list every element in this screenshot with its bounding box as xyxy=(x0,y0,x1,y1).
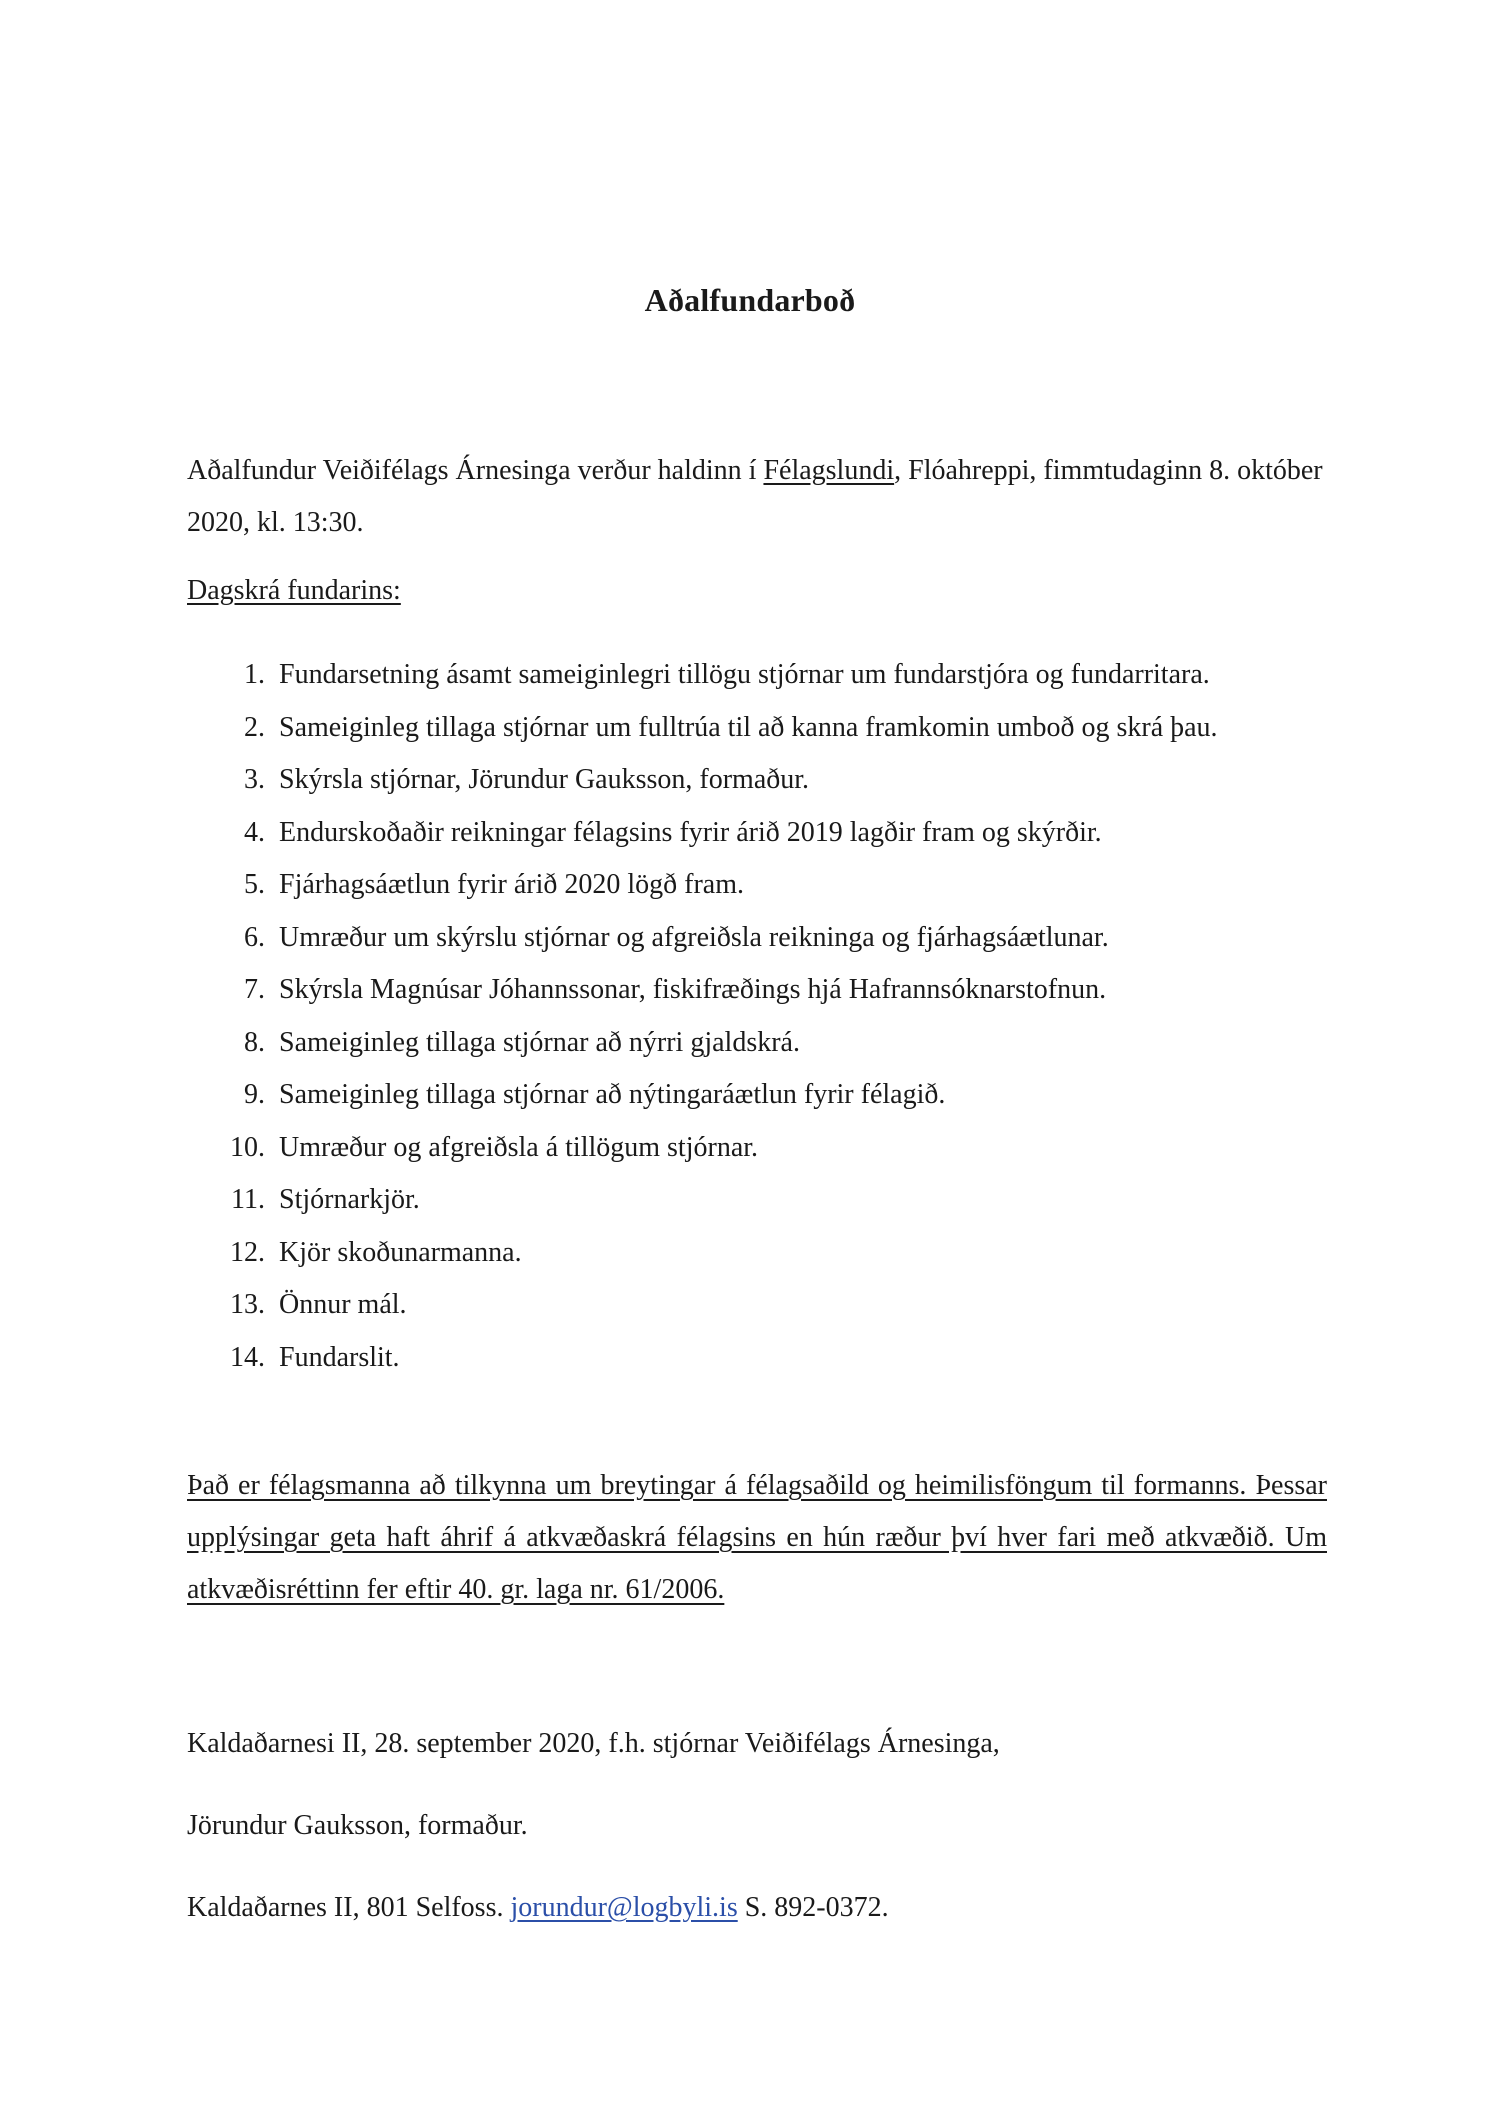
agenda-item-number: 5. xyxy=(244,869,265,900)
agenda-item xyxy=(187,813,1337,866)
signature-address: Kaldaðarnes II, 801 Selfoss. xyxy=(187,1892,504,1923)
agenda-item-text: Endurskoðaðir reikningar félagsins fyrir árið 2019 lagðir fram og skýrðir. xyxy=(279,816,1102,848)
agenda-item-text: Sameiginleg tillaga stjórnar að nýrri gjaldskrá. xyxy=(279,1026,800,1058)
agenda-item xyxy=(187,655,1337,708)
agenda-item-text: Skýrsla Magnúsar Jóhannssonar, fiskifræðings hjá Hafrannsóknarstofnun. xyxy=(279,974,1107,1005)
agenda-item xyxy=(187,1128,1337,1181)
agenda-item xyxy=(187,1075,1337,1128)
agenda-item xyxy=(187,1023,1337,1076)
agenda-heading: Dagskrá fundarins: xyxy=(187,575,401,606)
agenda-item xyxy=(187,970,1337,1023)
agenda-item-number: 8. xyxy=(244,1026,265,1058)
agenda-item-number: 13. xyxy=(230,1289,265,1320)
email-link[interactable]: jorundur@logbyli.is xyxy=(510,1892,738,1923)
agenda-item-text: Skýrsla stjórnar, Jörundur Gauksson, formaður. xyxy=(279,764,810,795)
signature-place-date: Kaldaðarnesi II, 28. september 2020, f.h. stjórnar Veiðifélags Árnesinga, xyxy=(187,1728,1000,1759)
agenda-item-number: 10. xyxy=(230,1131,265,1163)
agenda-item-text: Önnur mál. xyxy=(279,1289,407,1320)
agenda-item xyxy=(187,708,1337,761)
agenda-item-number: 2. xyxy=(244,711,265,743)
agenda-item-number: 9. xyxy=(244,1079,265,1110)
agenda-item-text: Sameiginleg tillaga stjórnar um fulltrúa til að kanna framkomin umboð og skrá þau. xyxy=(279,711,1218,743)
agenda-item-number: 4. xyxy=(244,816,265,848)
signature-name: Jörundur Gauksson, formaður. xyxy=(187,1810,528,1841)
agenda-item xyxy=(187,1233,1337,1286)
agenda-item-text: Fundarsetning ásamt sameiginlegri tillögu stjórnar um fundarstjóra og fundarritara. xyxy=(279,659,1210,690)
agenda-item xyxy=(187,760,1337,813)
page-title: Aðalfundarboð xyxy=(644,282,856,318)
agenda-item-number: 12. xyxy=(230,1236,265,1268)
agenda-item xyxy=(187,1338,1337,1391)
agenda-item-text: Sameiginleg tillaga stjórnar að nýtingaráætlun fyrir félagið. xyxy=(279,1079,946,1110)
agenda-item-text: Fundarslit. xyxy=(279,1341,400,1373)
agenda-item xyxy=(187,1285,1337,1338)
agenda-item-text: Umræður og afgreiðsla á tillögum stjórnar. xyxy=(279,1131,759,1163)
intro-text-before: Aðalfundur Veiðifélags Árnesinga verður haldinn í xyxy=(187,455,764,486)
agenda-item-text: Kjör skoðunarmanna. xyxy=(279,1236,522,1268)
agenda-list xyxy=(187,655,1337,1390)
agenda-item-number: 7. xyxy=(244,974,265,1005)
agenda-item xyxy=(187,1180,1337,1233)
membership-notice: Það er félagsmanna að tilkynna um breytingar á félagsaðild og heimilisföngum til formanns. Þessar upplýsingar geta haft áhrif á atkvæðaskrá félagsins en hún ræður því hver fari með atkvæðið. Um atkvæðisréttinn fer eftir 40. gr. laga nr. 61/2006. xyxy=(187,1470,1327,1605)
signature-phone: S. 892-0372. xyxy=(744,1892,889,1923)
signature-contact xyxy=(187,1892,889,1924)
intro-text-after: , Flóahreppi, fimmtudaginn 8. október 2020, kl. 13:30. xyxy=(187,455,1323,538)
intro-paragraph xyxy=(187,445,1337,549)
agenda-item-number: 14. xyxy=(230,1341,265,1373)
agenda-item-number: 3. xyxy=(244,764,265,795)
agenda-item-text: Stjórnarkjör. xyxy=(279,1184,420,1215)
intro-venue: Félagslundi xyxy=(763,455,895,486)
agenda-item-number: 1. xyxy=(244,659,265,690)
agenda-item xyxy=(187,865,1337,918)
agenda-item-text: Fjárhagsáætlun fyrir árið 2020 lögð fram. xyxy=(279,869,745,900)
agenda-item xyxy=(187,918,1337,971)
agenda-item-number: 11. xyxy=(231,1184,265,1215)
agenda-item-text: Umræður um skýrslu stjórnar og afgreiðsla reikninga og fjárhagsáætlunar. xyxy=(279,921,1109,953)
agenda-item-number: 6. xyxy=(244,921,265,953)
